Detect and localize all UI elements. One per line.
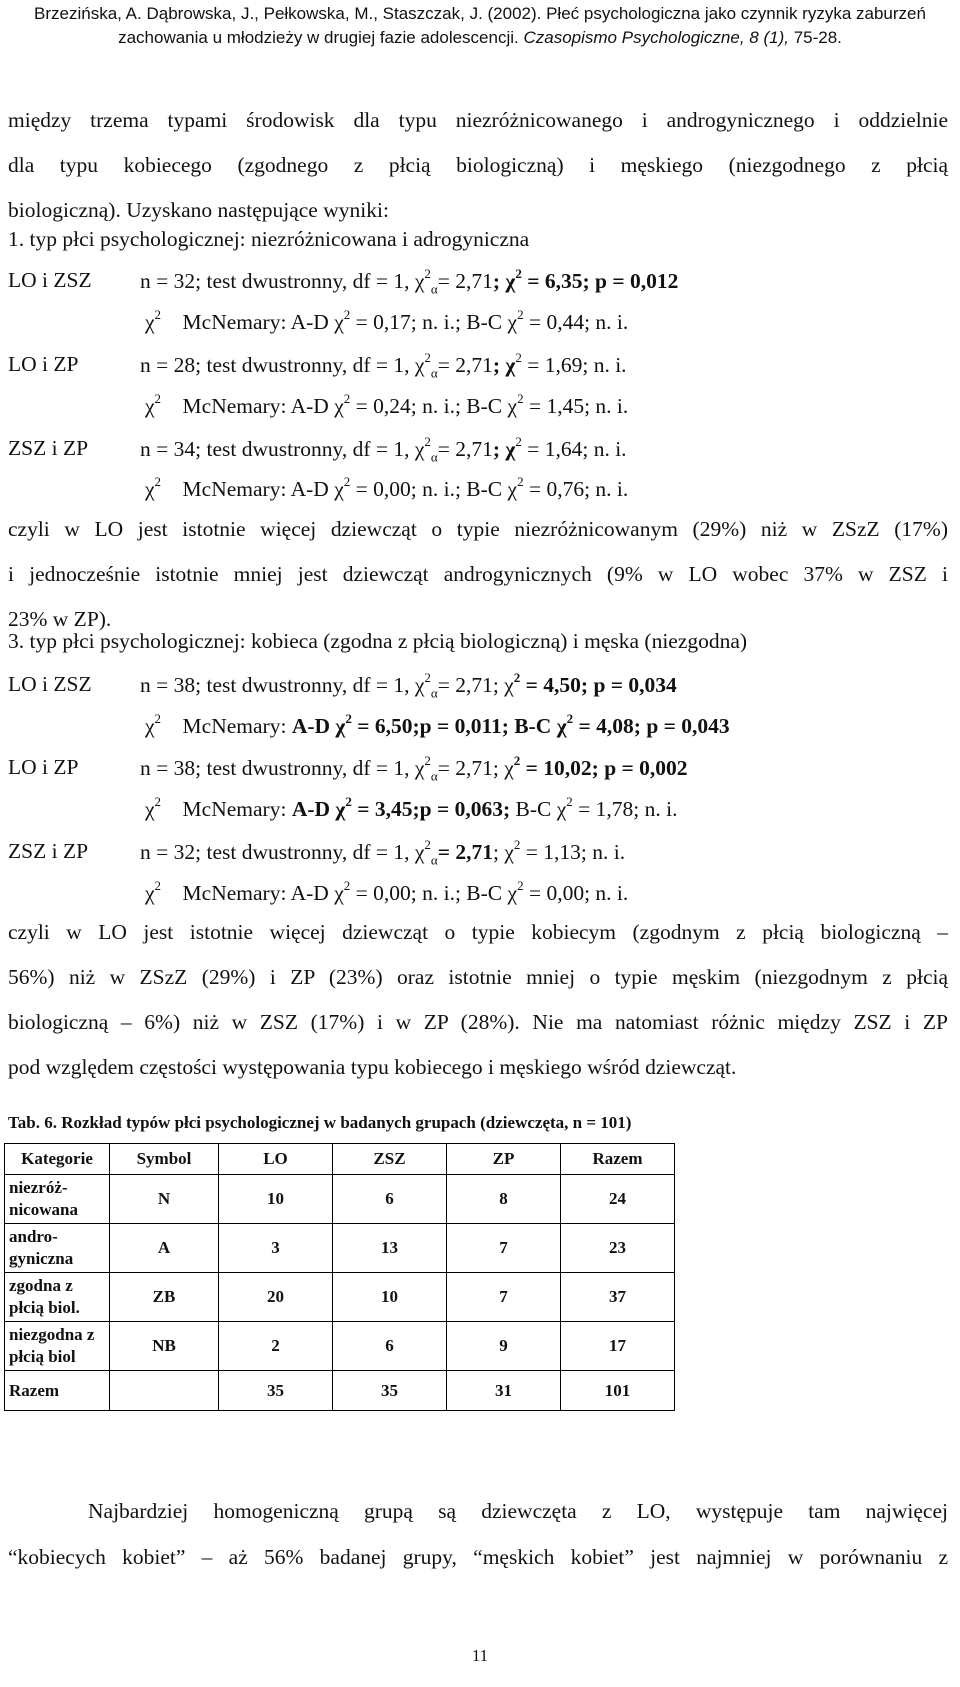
page-number: 11 — [471, 1646, 489, 1665]
cell-razem: 17 — [561, 1322, 675, 1371]
col-header-kategorie: Kategorie — [5, 1144, 110, 1175]
s1-conclusion-line-3: 23% w ZP). — [8, 607, 112, 631]
section1-heading: 1. typ płci psychologicznej: niezróżnicowana i adrogyniczna — [8, 227, 530, 251]
cell-razem: 23 — [561, 1224, 675, 1273]
s1-row1-label: LO i ZSZ — [8, 268, 92, 292]
header-line-2-italic: Czasopismo Psychologiczne, 8 (1), — [523, 28, 789, 47]
cell-zp: 9 — [447, 1322, 561, 1371]
running-header — [0, 2, 960, 50]
s3-row1-stat: n = 38; test dwustronny, df = 1, $\chi^2_\alpha= 2,71$; $\chi^2 = 4,50$; p = 0,034 — [140, 670, 677, 701]
s3-row3-label: ZSZ i ZP — [8, 839, 89, 863]
s3-conclusion-line-3: biologiczną – 6%) niż w ZSZ (17%) i w ZP (28%). Nie ma natomiast różnic między ZSZ i ZP — [8, 1010, 948, 1034]
table-row — [5, 1322, 675, 1371]
cell-razem: 24 — [561, 1175, 675, 1224]
cell-zsz: 35 — [333, 1371, 447, 1411]
col-header-zsz: ZSZ — [333, 1144, 447, 1175]
cell-razem: 101 — [561, 1371, 675, 1411]
s1-conclusion-line-2: i jednocześnie istotnie mniej jest dziewcząt androgynicznych (9% w LO wobec 37% w ZSZ i — [8, 562, 948, 586]
col-header-razem: Razem — [561, 1144, 675, 1175]
cell-lo: 20 — [219, 1273, 333, 1322]
s1-row1-stat: n = 32; test dwustronny, df = 1, $\chi^2_\alpha= 2,71$; $\chi^2 = 6,35$; p = 0,012 — [140, 266, 679, 297]
table-row — [5, 1273, 675, 1322]
cell-lo: 3 — [219, 1224, 333, 1273]
s1-row3-mcnemar: $\chi^2$ McNemary: A-D $\chi^2 = 0,00$; n. i.; B-C $\chi^2 = 0,76$; n. i. — [145, 474, 629, 502]
section1-conclusion — [8, 507, 948, 642]
cell-zp: 7 — [447, 1224, 561, 1273]
cell-category: niezróż-nicowana — [5, 1175, 110, 1224]
intro-paragraph — [8, 98, 948, 233]
cell-zsz: 6 — [333, 1175, 447, 1224]
cell-zp: 31 — [447, 1371, 561, 1411]
cell-symbol: A — [110, 1224, 219, 1273]
cell-symbol: NB — [110, 1322, 219, 1371]
s1-row3-label: ZSZ i ZP — [8, 436, 89, 460]
s3-conclusion-line-2: 56%) niż w ZSzZ (29%) i ZP (23%) oraz istotnie mniej o typie męskim (niezgodnym z płcią — [8, 965, 948, 989]
s3-conclusion-line-4: pod względem częstości występowania typu kobiecego i męskiego wśród dziewcząt. — [8, 1055, 737, 1079]
cell-lo: 10 — [219, 1175, 333, 1224]
s1-row1-mcnemar: $\chi^2$ McNemary: A-D $\chi^2 = 0,17$; n. i.; B-C $\chi^2 = 0,44$; n. i. — [145, 307, 629, 335]
s3-row2-stat: n = 38; test dwustronny, df = 1, $\chi^2_\alpha= 2,71$; $\chi^2 = 10,02$; p = 0,002 — [140, 753, 688, 784]
s1-row2-mcnemar: $\chi^2$ McNemary: A-D $\chi^2 = 0,24$; n. i.; B-C $\chi^2 = 1,45$; n. i. — [145, 391, 629, 419]
cell-zp: 7 — [447, 1273, 561, 1322]
cell-symbol — [110, 1371, 219, 1411]
cell-category: Razem — [5, 1371, 110, 1411]
cell-category: niezgodna z płcią biol — [5, 1322, 110, 1371]
s3-row3-mcnemar: $\chi^2$ McNemary: A-D $\chi^2 = 0,00$; n. i.; B-C $\chi^2 = 0,00$; n. i. — [145, 878, 629, 906]
s3-row1-mcnemar: $\chi^2$ McNemary: A-D $\chi^2$ = 6,50;p = 0,011; B-C $\chi^2 = 4,08$; p = 0,043 — [145, 711, 730, 739]
section3-heading: 3. typ płci psychologicznej: kobieca (zgodna z płcią biologiczną) i męska (niezgodna) — [8, 629, 748, 653]
cell-razem: 37 — [561, 1273, 675, 1322]
cell-symbol: N — [110, 1175, 219, 1224]
s1-row3-stat: n = 34; test dwustronny, df = 1, $\chi^2_\alpha= 2,71$; $\chi^2 = 1,64$; n. i. — [140, 434, 627, 465]
cell-lo: 35 — [219, 1371, 333, 1411]
closing-line-2: “kobiecych kobiet” – aż 56% badanej grupy, “męskich kobiet” jest najmniej w porównaniu z — [8, 1545, 948, 1569]
header-line-2-end: 75-28. — [788, 28, 842, 47]
s3-row3-stat: n = 32; test dwustronny, df = 1, $\chi^2_\alpha= 2,71$; $\chi^2 = 1,13$; n. i. — [140, 837, 626, 868]
col-header-symbol: Symbol — [110, 1144, 219, 1175]
s1-conclusion-line-1: czyli w LO jest istotnie więcej dziewcząt o typie niezróżnicowanym (29%) niż w ZSzZ (17%) — [8, 517, 948, 541]
s3-row2-label: LO i ZP — [8, 755, 79, 779]
s3-row1-label: LO i ZSZ — [8, 672, 92, 696]
cell-category: zgodna z płcią biol. — [5, 1273, 110, 1322]
header-line-2-plain: zachowania u młodzieży w drugiej fazie adolescencji. — [118, 28, 524, 47]
cell-lo: 2 — [219, 1322, 333, 1371]
col-header-zp: ZP — [447, 1144, 561, 1175]
table-row — [5, 1175, 675, 1224]
closing-line-1: Najbardziej homogeniczną grupą są dziewczęta z LO, występuje tam najwięcej — [88, 1499, 948, 1523]
s3-conclusion-line-1: czyli w LO jest istotnie więcej dziewcząt o typie kobiecym (zgodnym z płcią biologiczną – — [8, 920, 948, 944]
header-line-1: Brzezińska, A. Dąbrowska, J., Pełkowska, M., Staszczak, J. (2002). Płeć psychologiczna jako czynnik ryzyka zaburzeń — [34, 4, 926, 23]
cell-category: andro-gyniczna — [5, 1224, 110, 1273]
s3-row2-mcnemar: $\chi^2$ McNemary: A-D $\chi^2$ = 3,45;p = 0,063; B-C $\chi^2 = 1,78$; n. i. — [145, 794, 678, 822]
col-header-lo: LO — [219, 1144, 333, 1175]
s1-row2-label: LO i ZP — [8, 352, 79, 376]
cell-zsz: 13 — [333, 1224, 447, 1273]
section3-conclusion — [8, 910, 948, 1090]
intro-line-1: między trzema typami środowisk dla typu niezróżnicowanego i androgynicznego i oddzielnie — [8, 108, 948, 132]
header-line-2 — [0, 26, 960, 50]
cell-zsz: 6 — [333, 1322, 447, 1371]
intro-line-3: biologiczną). Uzyskano następujące wyniki: — [8, 198, 389, 222]
cell-zp: 8 — [447, 1175, 561, 1224]
table-total-row — [5, 1371, 675, 1411]
s1-row2-stat: n = 28; test dwustronny, df = 1, $\chi^2_\alpha= 2,71$; $\chi^2 = 1,69$; n. i. — [140, 350, 627, 381]
cell-zsz: 10 — [333, 1273, 447, 1322]
closing-paragraph — [8, 1488, 948, 1580]
cell-symbol: ZB — [110, 1273, 219, 1322]
distribution-table — [4, 1143, 675, 1411]
table-header-row — [5, 1144, 675, 1175]
table-caption: Tab. 6. Rozkład typów płci psychologicznej w badanych grupach (dziewczęta, n = 101) — [8, 1113, 632, 1132]
intro-line-2: dla typu kobiecego (zgodnego z płcią biologiczną) i męskiego (niezgodnego z płcią — [8, 153, 948, 177]
table-row — [5, 1224, 675, 1273]
